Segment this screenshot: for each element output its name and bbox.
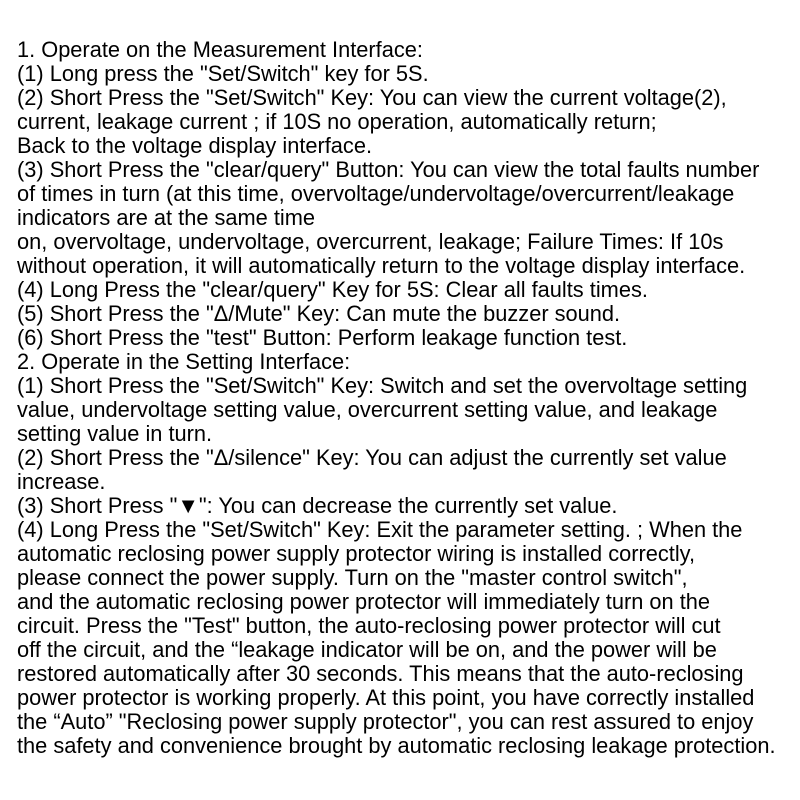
text-line: setting value in turn. — [17, 421, 213, 446]
text-line: (3) Short Press "▼": You can decrease the currently set value. — [17, 493, 618, 518]
text-line: (2) Short Press the "Set/Switch" Key: You can view the current voltage(2), — [17, 85, 727, 110]
text-line: (1) Long press the "Set/Switch" key for 5S. — [17, 61, 429, 86]
text-line: of times in turn (at this time, overvoltage/undervoltage/overcurrent/leakage — [17, 181, 735, 206]
text-line: and the automatic reclosing power protector will immediately turn on the — [17, 589, 710, 614]
text-line: current, leakage current ; if 10S no operation, automatically return; — [17, 109, 657, 134]
section-heading-setting-interface: 2. Operate in the Setting Interface: — [17, 349, 351, 374]
text-line: without operation, it will automatically return to the voltage display interface. — [17, 253, 746, 278]
text-line: (4) Long Press the "clear/query" Key for 5S: Clear all faults times. — [17, 277, 648, 302]
text-line: (3) Short Press the "clear/query" Button: You can view the total faults number — [17, 157, 760, 182]
text-line: on, overvoltage, undervoltage, overcurrent, leakage; Failure Times: If 10s — [17, 229, 724, 254]
text-line: indicators are at the same time — [17, 205, 316, 230]
text-line: Back to the voltage display interface. — [17, 133, 373, 158]
section-heading-measurement-interface: 1. Operate on the Measurement Interface: — [17, 37, 423, 62]
text-line: (1) Short Press the "Set/Switch" Key: Switch and set the overvoltage setting — [17, 373, 748, 398]
text-line: (5) Short Press the "Δ/Mute" Key: Can mute the buzzer sound. — [17, 301, 621, 326]
text-line: increase. — [17, 469, 106, 494]
text-line: the “Auto” "Reclosing power supply protector", you can rest assured to enjoy — [17, 709, 754, 734]
text-line: the safety and convenience brought by automatic reclosing leakage protection. — [17, 733, 776, 758]
text-line: (2) Short Press the "Δ/silence" Key: You can adjust the currently set value — [17, 445, 727, 470]
text-line: circuit. Press the "Test" button, the auto-reclosing power protector will cut — [17, 613, 721, 638]
text-line: please connect the power supply. Turn on the "master control switch", — [17, 565, 688, 590]
text-line: value, undervoltage setting value, overcurrent setting value, and leakage — [17, 397, 718, 422]
text-line: off the circuit, and the “leakage indicator will be on, and the power will be — [17, 637, 717, 662]
text-line: restored automatically after 30 seconds. This means that the auto-reclosing — [17, 661, 744, 686]
instructions-text-block — [17, 38, 797, 758]
text-line: automatic reclosing power supply protector wiring is installed correctly, — [17, 541, 696, 566]
text-line: (6) Short Press the "test" Button: Perform leakage function test. — [17, 325, 628, 350]
text-line: power protector is working properly. At this point, you have correctly installed — [17, 685, 755, 710]
text-line: (4) Long Press the "Set/Switch" Key: Exit the parameter setting. ; When the — [17, 517, 743, 542]
